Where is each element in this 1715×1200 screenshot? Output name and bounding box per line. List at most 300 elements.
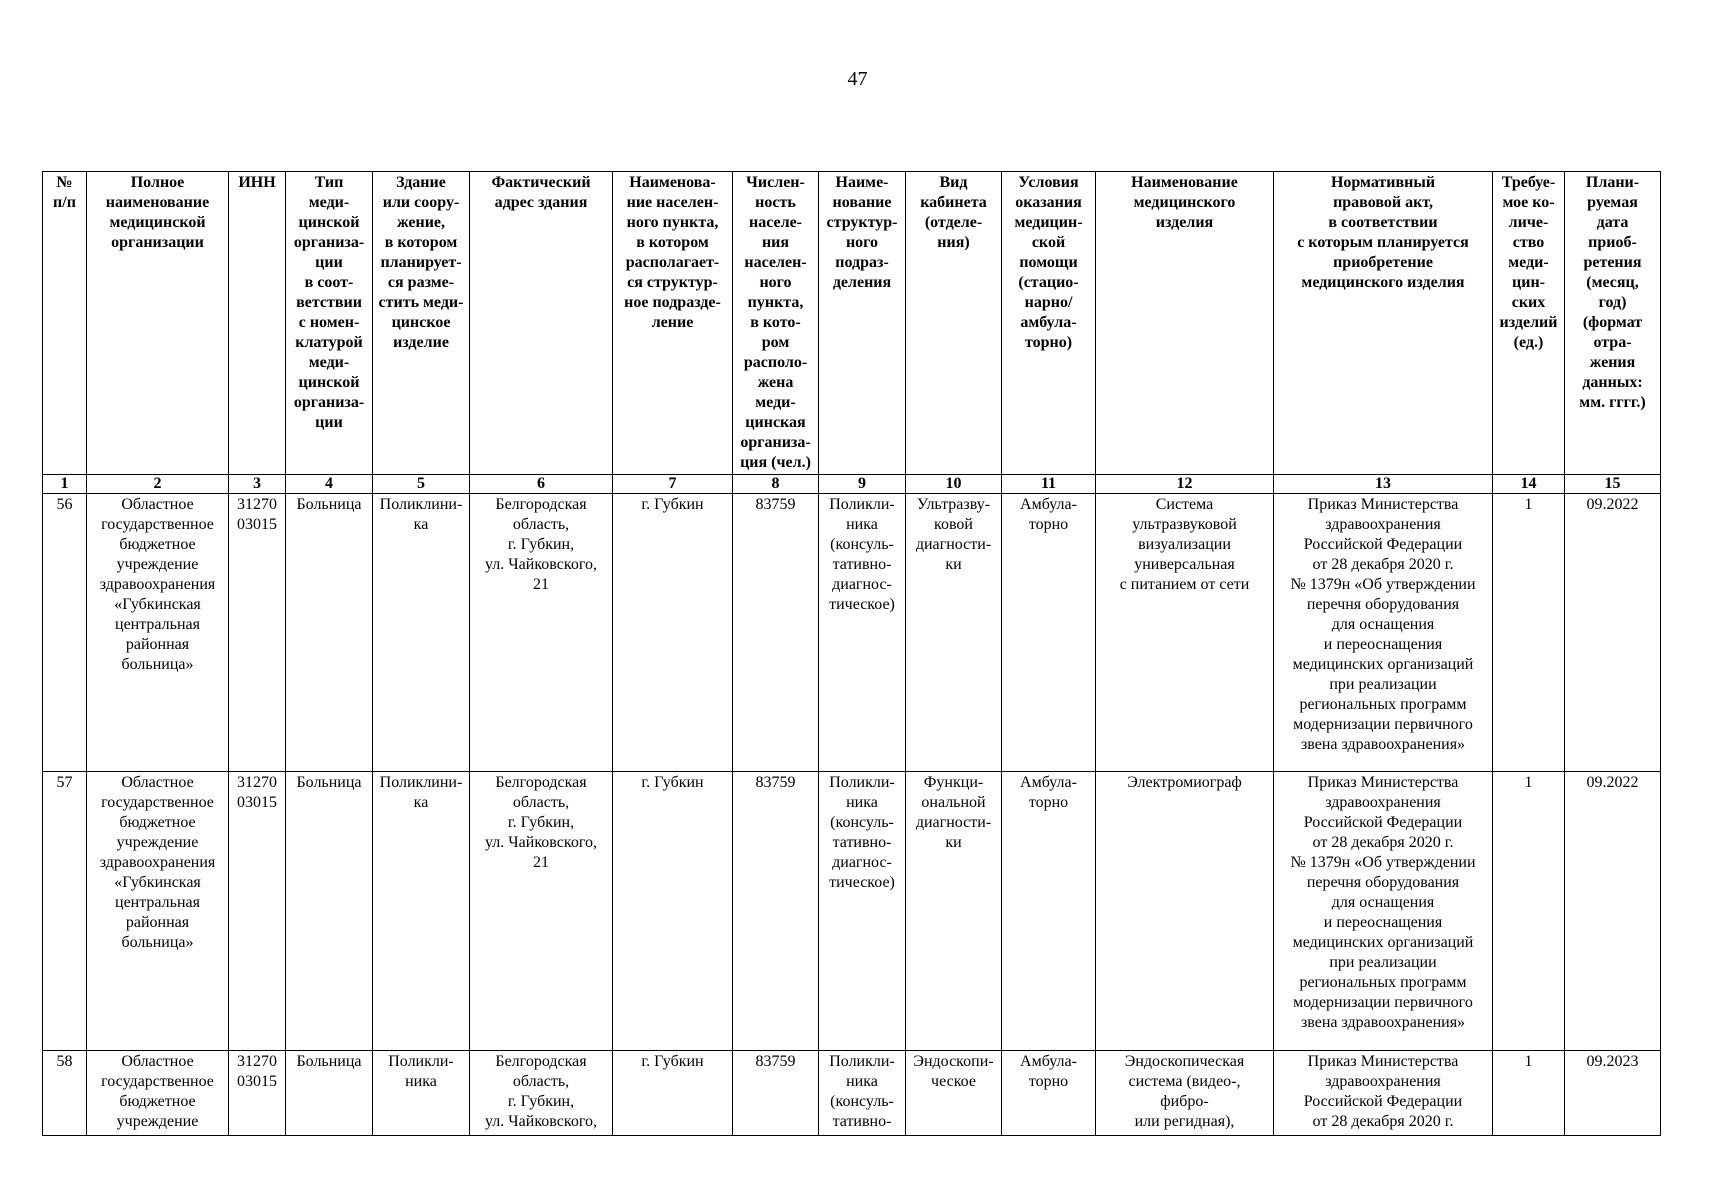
header-population bbox=[733, 172, 819, 475]
cell-line: ции bbox=[315, 414, 343, 431]
cell-care-conditions bbox=[1002, 772, 1096, 1050]
header-legal-act bbox=[1274, 172, 1493, 475]
cell-line: здравоохранения bbox=[1325, 794, 1441, 812]
cell-line: (консуль- bbox=[830, 814, 894, 832]
cell-line: 83759 bbox=[755, 774, 796, 792]
cell-care-conditions bbox=[1002, 494, 1096, 772]
cell-line: Функци- bbox=[923, 774, 984, 792]
cell-line: Поликли- bbox=[388, 1052, 454, 1070]
cell-line: 1 bbox=[1524, 1052, 1533, 1070]
cell-line: ретения bbox=[1583, 254, 1642, 271]
cell-line: Поликлини- bbox=[379, 496, 463, 513]
cell-line: правовой акт, bbox=[1333, 194, 1433, 211]
header-organization-type bbox=[286, 172, 373, 475]
cell-line: отра- bbox=[1593, 334, 1632, 351]
cell-line: изделие bbox=[393, 334, 449, 351]
cell-line: учреждение bbox=[116, 556, 199, 573]
table-body bbox=[43, 494, 1661, 1136]
cell-line: Приказ Министерства bbox=[1307, 1052, 1459, 1070]
cell-line: г. Губкин, bbox=[507, 814, 575, 832]
cell-line: (месяц, bbox=[1586, 274, 1639, 291]
cell-line: торно bbox=[1028, 794, 1069, 812]
cell-line: диагнос- bbox=[832, 576, 892, 593]
cell-line: учреждение bbox=[116, 834, 199, 852]
cell-line: мое ко- bbox=[1502, 194, 1555, 211]
cell-line: в котором bbox=[384, 234, 458, 251]
cell-line: бюджетное bbox=[119, 536, 196, 553]
cell-line: в котором bbox=[636, 234, 709, 251]
cell-line: населен- bbox=[744, 254, 807, 271]
cell-line: Вид bbox=[939, 174, 968, 191]
cell-line: Больница bbox=[296, 774, 362, 792]
cell-line: ния bbox=[761, 234, 790, 251]
column-number: 12 bbox=[1096, 475, 1274, 494]
cell-line: 09.2022 bbox=[1586, 496, 1639, 513]
cell-line: ся структур- bbox=[627, 274, 718, 291]
cell-population bbox=[733, 1050, 819, 1135]
cell-line: ника bbox=[846, 1072, 878, 1090]
cell-line: для оснащения bbox=[1331, 616, 1435, 633]
column-number: 15 bbox=[1565, 475, 1661, 494]
cell-line: диагности- bbox=[915, 814, 992, 832]
header-quantity bbox=[1493, 172, 1565, 475]
cell-line: деления bbox=[832, 274, 892, 291]
cell-line: изделия bbox=[1155, 214, 1214, 231]
header-inn bbox=[229, 172, 286, 475]
cell-line: стить меди- bbox=[378, 294, 464, 311]
cell-line: Амбула- bbox=[1020, 496, 1077, 513]
cell-line: «Губкинская bbox=[114, 596, 201, 613]
header-settlement bbox=[613, 172, 733, 475]
cell-line: Тип bbox=[314, 174, 344, 191]
column-number: 7 bbox=[613, 475, 733, 494]
cell-line: государственное bbox=[101, 794, 214, 812]
cell-line: медицинских организаций bbox=[1292, 656, 1474, 673]
cell-line: Областное bbox=[121, 496, 194, 513]
cell-line: больница» bbox=[121, 934, 194, 952]
cell-line: визуализации bbox=[1138, 536, 1231, 553]
cell-line: Электромиограф bbox=[1127, 774, 1242, 792]
cell-line: или регидная), bbox=[1134, 1112, 1235, 1130]
cell-line: пункта, bbox=[747, 294, 804, 311]
cell-line: Наименова- bbox=[629, 174, 716, 191]
cell-line: ул. Чайковского, bbox=[485, 556, 597, 573]
cell-line: данных: bbox=[1582, 374, 1643, 391]
cell-line: ление bbox=[651, 314, 694, 331]
cell-line: звена здравоохранения» bbox=[1300, 1014, 1466, 1032]
cell-line: Эндоскопическая bbox=[1124, 1052, 1245, 1070]
cell-line: меди- bbox=[1508, 254, 1549, 271]
cell-line: тическое) bbox=[829, 874, 895, 892]
cell-line: г. Губкин bbox=[641, 774, 704, 792]
cell-line: ки bbox=[945, 834, 962, 852]
cell-line: или соору- bbox=[382, 194, 460, 211]
cell-line: 09.2023 bbox=[1586, 1052, 1639, 1070]
cell-line: здравоохранения bbox=[99, 854, 216, 872]
cell-address bbox=[470, 772, 613, 1050]
cell-line: ника bbox=[846, 516, 878, 533]
cell-organization-type bbox=[286, 1050, 373, 1135]
cell-line: ция (чел.) bbox=[740, 454, 811, 471]
cell-line: ность bbox=[755, 194, 796, 211]
cell-line: при реализации bbox=[1329, 676, 1437, 693]
cell-line: от 28 декабря 2020 г. bbox=[1312, 556, 1454, 573]
cell-line: 31270 bbox=[237, 1052, 277, 1070]
cell-line: система (видео-, bbox=[1128, 1072, 1241, 1090]
cell-line: учреждение bbox=[116, 1112, 199, 1130]
cell-line: 21 bbox=[533, 854, 549, 872]
cell-line: располо- bbox=[743, 354, 808, 371]
cell-building bbox=[373, 1050, 470, 1135]
cell-line: область, bbox=[512, 516, 570, 533]
cell-line: помощи bbox=[1019, 254, 1078, 271]
column-number: 8 bbox=[733, 475, 819, 494]
cell-line: приоб- bbox=[1588, 234, 1637, 251]
cell-line: 03015 bbox=[237, 1072, 277, 1090]
cell-line: Ультразву- bbox=[916, 496, 991, 513]
cell-line: районная bbox=[125, 636, 190, 653]
column-number: 9 bbox=[819, 475, 906, 494]
cell-line: ских bbox=[1511, 294, 1546, 311]
cell-line: от 28 декабря 2020 г. bbox=[1312, 834, 1454, 852]
cell-line: для оснащения bbox=[1331, 894, 1435, 912]
cell-line: 09.2022 bbox=[1586, 774, 1639, 792]
cell-line: Здание bbox=[396, 174, 446, 191]
cell-building bbox=[373, 494, 470, 772]
cell-line: организа- bbox=[293, 394, 365, 411]
cell-line: в соответствии bbox=[1328, 214, 1438, 231]
cell-line: планирует- bbox=[380, 254, 462, 271]
cell-line: тативно- bbox=[832, 556, 892, 573]
cell-line: здравоохранения bbox=[1325, 1072, 1441, 1090]
cell-subdivision bbox=[819, 772, 906, 1050]
cell-line: районная bbox=[125, 914, 190, 932]
cell-line: (формат bbox=[1582, 314, 1643, 331]
cell-line: в соот- bbox=[304, 274, 354, 291]
cell-line: ка bbox=[413, 516, 429, 533]
cell-line: подраз- bbox=[835, 254, 889, 271]
cell-line: Амбула- bbox=[1020, 1052, 1077, 1070]
cell-line: жение, bbox=[396, 214, 446, 231]
cell-line: организации bbox=[111, 234, 204, 251]
cell-cabinet-type bbox=[906, 1050, 1002, 1135]
cell-line: цинская bbox=[745, 414, 806, 431]
cell-line: бюджетное bbox=[119, 814, 196, 832]
cell-settlement bbox=[613, 772, 733, 1050]
cell-line: ного bbox=[759, 274, 792, 291]
cell-line: 83759 bbox=[755, 1052, 796, 1070]
cell-purchase-date bbox=[1565, 494, 1661, 772]
cell-line: фибро- bbox=[1160, 1092, 1209, 1110]
cell-organization-name bbox=[87, 772, 229, 1050]
cell-line: г. Губкин, bbox=[507, 536, 575, 553]
cell-line: универсальная bbox=[1134, 556, 1235, 573]
cell-line: Полное bbox=[130, 174, 185, 191]
cell-line: от 28 декабря 2020 г. bbox=[1312, 1112, 1454, 1130]
cell-population bbox=[733, 494, 819, 772]
column-number: 2 bbox=[87, 475, 229, 494]
cell-line: организа- bbox=[293, 234, 365, 251]
cell-quantity bbox=[1493, 1050, 1565, 1135]
cell-line: торно bbox=[1028, 1072, 1069, 1090]
cell-line: в кото- bbox=[750, 314, 801, 331]
cell-line: 03015 bbox=[237, 516, 277, 533]
header-care-conditions bbox=[1002, 172, 1096, 475]
cell-line: Приказ Министерства bbox=[1307, 496, 1459, 513]
column-number: 10 bbox=[906, 475, 1002, 494]
cell-legal-act bbox=[1274, 772, 1493, 1050]
cell-line: и переоснащения bbox=[1323, 914, 1443, 932]
cell-line: Требуе- bbox=[1501, 174, 1556, 191]
cell-line: Российской Федерации bbox=[1303, 814, 1463, 832]
cell-line: диагнос- bbox=[832, 854, 892, 872]
cell-line: меди- bbox=[308, 194, 350, 211]
cell-line: мм. гггг.) bbox=[1579, 394, 1646, 411]
header-building bbox=[373, 172, 470, 475]
cell-organization-name bbox=[87, 1050, 229, 1135]
cell-line: ника bbox=[846, 794, 878, 812]
cell-line: здравоохранения bbox=[1325, 516, 1441, 533]
cell-line: торно) bbox=[1024, 334, 1073, 351]
cell-line: Амбула- bbox=[1020, 774, 1077, 792]
cell-line: медицинского изделия bbox=[1301, 274, 1465, 291]
cell-line: ковой bbox=[934, 516, 973, 533]
column-number: 14 bbox=[1493, 475, 1565, 494]
cell-line: бюджетное bbox=[119, 1092, 196, 1110]
cell-line: нарно/ bbox=[1024, 294, 1073, 311]
cell-line: с номен- bbox=[298, 314, 360, 331]
cell-line: г. Губкин bbox=[641, 1052, 704, 1070]
cell-line: центральная bbox=[115, 894, 200, 912]
cell-line: личе- bbox=[1508, 214, 1549, 231]
cell-line: Наименование bbox=[1131, 174, 1238, 191]
cell-line: Числен- bbox=[746, 174, 805, 191]
cell-subdivision bbox=[819, 1050, 906, 1135]
cell-line: диагности- bbox=[915, 536, 992, 553]
cell-line: торно bbox=[1028, 516, 1069, 533]
cell-line: область, bbox=[512, 794, 570, 812]
column-number: 6 bbox=[470, 475, 613, 494]
cell-line: региональных программ bbox=[1299, 696, 1467, 713]
header-purchase-date bbox=[1565, 172, 1661, 475]
cell-line: Поликли- bbox=[829, 774, 895, 792]
cell-line: Условия bbox=[1018, 174, 1079, 191]
table-row bbox=[43, 494, 1661, 772]
column-number: 1 bbox=[43, 475, 87, 494]
column-number: 11 bbox=[1002, 475, 1096, 494]
cell-line: ния) bbox=[937, 234, 970, 251]
cell-line: Плани- bbox=[1585, 174, 1640, 191]
cell-line: ство bbox=[1512, 234, 1545, 251]
column-number-row bbox=[43, 475, 1661, 494]
cell-line: ветствии bbox=[296, 294, 362, 311]
cell-line: ром bbox=[761, 334, 790, 351]
cell-line: ул. Чайковского, bbox=[485, 834, 597, 852]
cell-line: ние населен- bbox=[626, 194, 719, 211]
cell-line: 83759 bbox=[755, 496, 796, 513]
cell-line: изделий bbox=[1499, 314, 1558, 331]
cell-address bbox=[470, 494, 613, 772]
cell-inn bbox=[229, 1050, 286, 1135]
cell-line: Поликли- bbox=[829, 1052, 895, 1070]
cell-line: медицинской bbox=[109, 214, 206, 231]
cell-line: клатурой bbox=[295, 334, 363, 351]
cell-device-name bbox=[1096, 772, 1274, 1050]
cell-line: год) bbox=[1598, 294, 1627, 311]
cell-line: звена здравоохранения» bbox=[1300, 736, 1466, 753]
table-row bbox=[43, 772, 1661, 1050]
cell-purchase-date bbox=[1565, 1050, 1661, 1135]
cell-line: цин- bbox=[1512, 274, 1545, 291]
header-address bbox=[470, 172, 613, 475]
cell-line: Приказ Министерства bbox=[1307, 774, 1459, 792]
cell-line: ональной bbox=[921, 794, 986, 812]
cell-line: центральная bbox=[115, 616, 200, 633]
page-number: 47 bbox=[847, 68, 868, 90]
cell-population bbox=[733, 772, 819, 1050]
cell-line: ся разме- bbox=[387, 274, 455, 291]
cell-line: цинской bbox=[298, 214, 360, 231]
cell-line: перечня оборудования bbox=[1306, 874, 1460, 892]
cell-line: ской bbox=[1031, 234, 1066, 251]
cell-line: Белгородская bbox=[495, 1052, 587, 1070]
cell-inn bbox=[229, 772, 286, 1050]
cell-line: г. Губкин bbox=[641, 496, 704, 513]
cell-line: Российской Федерации bbox=[1303, 1092, 1463, 1110]
cell-legal-act bbox=[1274, 1050, 1493, 1135]
cell-line: руемая bbox=[1587, 194, 1638, 211]
cell-line: региональных программ bbox=[1299, 974, 1467, 992]
cell-line: модернизации первичного bbox=[1293, 994, 1473, 1012]
cell-line: Эндоскопи- bbox=[913, 1052, 994, 1070]
cell-line: и переоснащения bbox=[1323, 636, 1443, 653]
cell-line: Больница bbox=[296, 1052, 362, 1070]
cell-line: ного пункта, bbox=[626, 214, 719, 231]
cell-line: государственное bbox=[101, 1072, 214, 1090]
header-device-name bbox=[1096, 172, 1274, 475]
cell-line: цинское bbox=[391, 314, 451, 331]
header-organization-name bbox=[87, 172, 229, 475]
cell-line: 58 bbox=[56, 1052, 73, 1070]
cell-line: Областное bbox=[121, 1052, 194, 1070]
cell-address bbox=[470, 1050, 613, 1135]
cell-subdivision bbox=[819, 494, 906, 772]
cell-line: при реализации bbox=[1329, 954, 1437, 972]
cell-line: 57 bbox=[56, 774, 73, 792]
cell-line: ка bbox=[413, 794, 429, 812]
cell-line: Наиме- bbox=[835, 174, 889, 191]
cell-line: жена bbox=[757, 374, 794, 391]
equipment-register-table bbox=[42, 171, 1661, 1136]
cell-line: меди- bbox=[755, 394, 796, 411]
cell-line: модернизации первичного bbox=[1293, 716, 1473, 733]
cell-line: Нормативный bbox=[1330, 174, 1436, 191]
cell-line: оказания bbox=[1015, 194, 1082, 211]
cell-line: ул. Чайковского, bbox=[485, 1112, 597, 1130]
cell-line: Поликлини- bbox=[379, 774, 463, 792]
cell-line: (ед.) bbox=[1513, 334, 1544, 351]
cell-line: медицинского bbox=[1133, 194, 1236, 211]
cell-line: (консуль- bbox=[830, 1092, 894, 1110]
header-cabinet-type bbox=[906, 172, 1002, 475]
cell-line: больница» bbox=[121, 656, 194, 673]
cell-line: медицинских организаций bbox=[1292, 934, 1474, 952]
cell-settlement bbox=[613, 1050, 733, 1135]
cell-line: 1 bbox=[1524, 496, 1533, 513]
cell-line: ки bbox=[945, 556, 962, 573]
cell-line: тативно- bbox=[832, 1112, 892, 1130]
cell-care-conditions bbox=[1002, 1050, 1096, 1135]
cell-settlement bbox=[613, 494, 733, 772]
cell-device-name bbox=[1096, 494, 1274, 772]
cell-quantity bbox=[1493, 772, 1565, 1050]
column-number: 4 bbox=[286, 475, 373, 494]
cell-line: нование bbox=[832, 194, 892, 211]
cell-line: Белгородская bbox=[495, 774, 587, 792]
table-row bbox=[43, 1050, 1661, 1135]
cell-line: ного bbox=[845, 234, 879, 251]
cell-line: ника bbox=[405, 1072, 437, 1090]
cell-organization-name bbox=[87, 494, 229, 772]
cell-line: область, bbox=[512, 1072, 570, 1090]
cell-line: Система bbox=[1155, 496, 1214, 513]
cell-line: наименование bbox=[105, 194, 210, 211]
cell-line: ИНН bbox=[238, 174, 276, 191]
cell-line: Российской Федерации bbox=[1303, 536, 1463, 553]
cell-line: государственное bbox=[101, 516, 214, 533]
cell-line: перечня оборудования bbox=[1306, 596, 1460, 613]
cell-line: дата bbox=[1596, 214, 1629, 231]
cell-line: № 1379н «Об утверждении bbox=[1290, 854, 1476, 872]
column-number: 13 bbox=[1274, 475, 1493, 494]
cell-line: адрес здания bbox=[494, 194, 588, 211]
cell-number bbox=[43, 772, 87, 1050]
cell-legal-act bbox=[1274, 494, 1493, 772]
cell-organization-type bbox=[286, 772, 373, 1050]
cell-building bbox=[373, 772, 470, 1050]
cell-purchase-date bbox=[1565, 772, 1661, 1050]
cell-line: приобретение bbox=[1333, 254, 1433, 271]
cell-line: (консуль- bbox=[830, 536, 894, 553]
cell-line: 31270 bbox=[237, 496, 277, 513]
cell-line: № 1379н «Об утверждении bbox=[1290, 576, 1476, 593]
cell-device-name bbox=[1096, 1050, 1274, 1135]
header-row bbox=[43, 172, 1661, 475]
cell-line: Фактический bbox=[491, 174, 591, 191]
cell-line: 1 bbox=[1524, 774, 1533, 792]
header-number bbox=[43, 172, 87, 475]
cell-line: Больница bbox=[296, 496, 362, 513]
cell-line: тическое) bbox=[829, 596, 895, 613]
cell-line: жения bbox=[1589, 354, 1636, 371]
cell-line: (стацио- bbox=[1018, 274, 1079, 291]
cell-line: структур- bbox=[826, 214, 898, 231]
cell-line: 03015 bbox=[237, 794, 277, 812]
cell-line: 21 bbox=[533, 576, 549, 593]
cell-line: 56 bbox=[56, 496, 73, 513]
cell-line: ное подразде- bbox=[624, 294, 721, 311]
cell-inn bbox=[229, 494, 286, 772]
cell-number bbox=[43, 1050, 87, 1135]
cell-line: населе- bbox=[748, 214, 803, 231]
cell-line: г. Губкин, bbox=[507, 1092, 575, 1110]
cell-line: ческое bbox=[931, 1072, 976, 1090]
column-number: 3 bbox=[229, 475, 286, 494]
cell-line: кабинета bbox=[920, 194, 987, 211]
cell-organization-type bbox=[286, 494, 373, 772]
cell-line: Поликли- bbox=[829, 496, 895, 513]
cell-line: ции bbox=[315, 254, 343, 271]
